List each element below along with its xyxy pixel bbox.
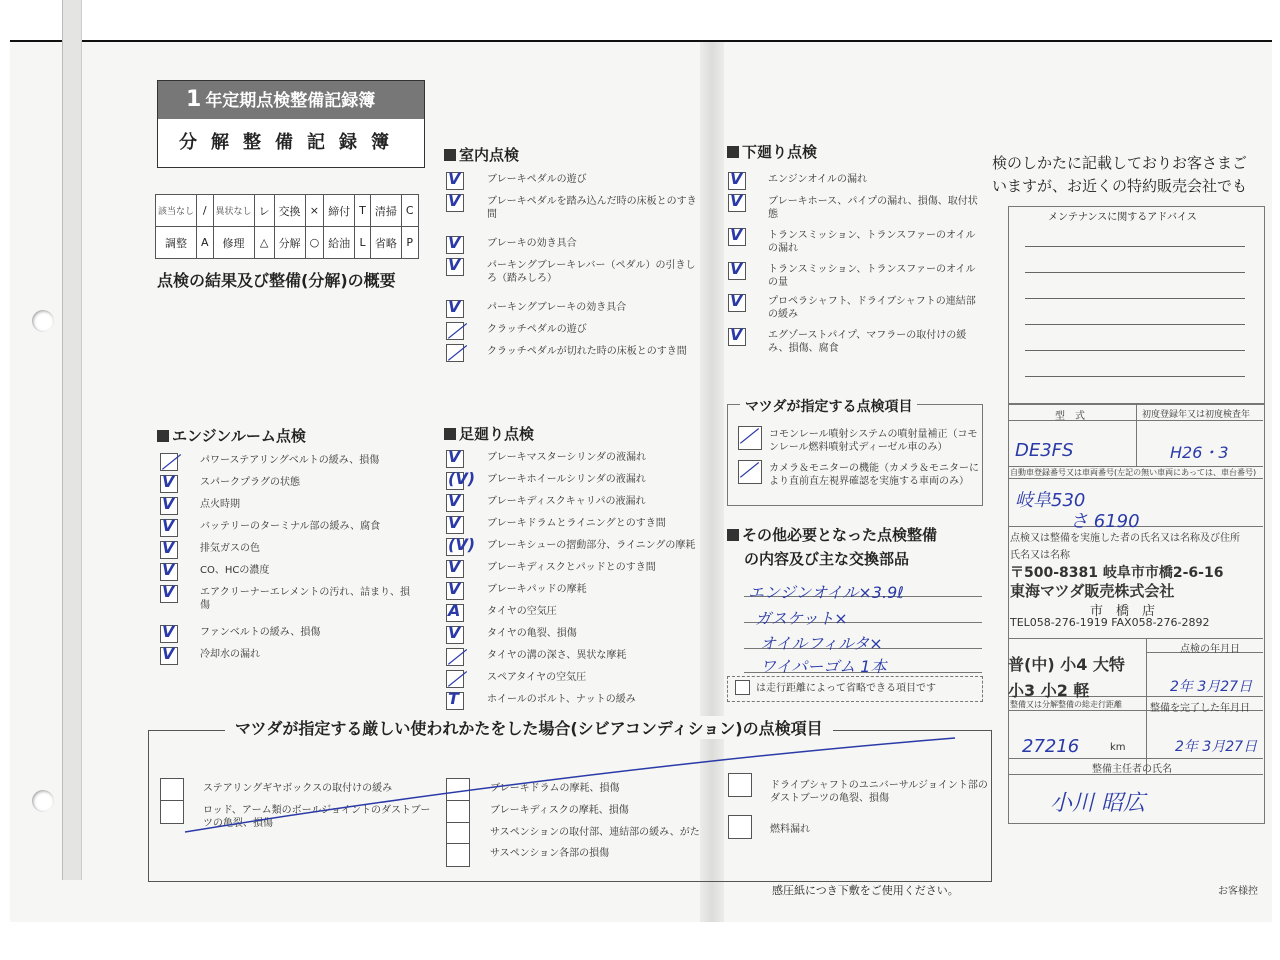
complete-label: 整備を完了した年月日 — [1150, 703, 1250, 714]
shop-company: 東海マツダ販売株式会社 — [1010, 582, 1175, 600]
date-label: 点検の年月日 — [1180, 644, 1240, 655]
check-mark: V — [448, 233, 461, 252]
check-mark: V — [448, 255, 461, 274]
check-mark: V — [448, 447, 461, 466]
check-mark: V — [448, 297, 461, 316]
check-mark: ／ — [448, 648, 465, 667]
title-number: 1 — [186, 87, 202, 112]
check-mark: V — [730, 291, 743, 310]
check-item: ブレーキペダルを踏み込んだ時の床板とのすき間 — [487, 196, 697, 220]
check-item: パワーステアリングベルトの緩み、損傷 — [200, 455, 380, 466]
check-item: エグゾーストパイプ、マフラーの取付けの緩み、損傷、腐食 — [768, 330, 967, 354]
check-item: タイヤの溝の深さ、異状な摩耗 — [487, 650, 627, 661]
check-mark: V — [448, 557, 461, 576]
severe-item: ブレーキドラムの摩耗、損傷 — [490, 783, 620, 794]
check-item: ブレーキパッドの摩耗 — [487, 584, 587, 595]
check-mark: V — [730, 259, 743, 278]
check-mark: V — [448, 513, 461, 532]
model-value: DE3FS — [1015, 440, 1074, 461]
shop-tel: TEL058-276-1919 FAX058-276-2892 — [1010, 616, 1210, 629]
legend-table: 該当なし / 異状なし レ 交換 × 締付 T 清掃 C 調整 A 修理 △ 分解 ○ 給油 L 省略 P — [155, 194, 419, 259]
severe-item: 燃料漏れ — [770, 824, 810, 835]
footer-note: 感圧紙につき下敷をご使用ください。 — [772, 884, 959, 897]
mazda-items-heading: マツダが指定する点検項目 — [740, 396, 917, 416]
checkbox[interactable] — [735, 680, 750, 695]
check-mark: V — [448, 623, 461, 642]
km-unit: km — [1110, 742, 1126, 753]
right-top-text: 検のしかたに記載しておりお客さまご — [992, 154, 1248, 172]
check-item: 点火時期 — [200, 499, 240, 510]
check-item: ブレーキディスクとパッドとのすき間 — [487, 562, 656, 573]
check-mark: V — [448, 169, 461, 188]
check-mark: ／ — [740, 461, 757, 480]
license-stamp: 普(中) 小4 大特 — [1008, 655, 1125, 674]
check-item: スペアタイヤの空気圧 — [487, 672, 587, 683]
underbody-heading: 下廻り点検 — [727, 141, 817, 162]
binder-hole — [32, 310, 54, 332]
mazda-items-box — [727, 404, 983, 506]
check-item: ホイールのボルト、ナットの緩み — [487, 694, 636, 705]
check-item: トランスミッション、トランスファーのオイルの漏れ — [768, 230, 976, 254]
check-mark: V — [162, 582, 175, 601]
severe-item: ブレーキディスクの摩耗、損傷 — [490, 805, 629, 816]
complete-value: 2年 3月27日 — [1175, 739, 1258, 755]
chassis-heading: 足廻り点検 — [444, 423, 534, 444]
severe-item: ロッド、アーム類のボールジョイントのダストブーツの亀裂、損傷 — [203, 805, 431, 829]
check-mark: ／ — [448, 344, 465, 363]
interior-heading: 室内点検 — [444, 144, 519, 165]
check-mark: A — [448, 601, 461, 620]
check-mark: V — [162, 644, 175, 663]
model-label: 型 式 — [1055, 411, 1085, 422]
check-item: 排気ガスの色 — [200, 543, 260, 554]
check-item: ブレーキホース、パイプの漏れ、損傷、取付状態 — [768, 196, 978, 220]
name-label: 氏名又は名称 — [1010, 550, 1070, 561]
other-heading-2: の内容及び主な交換部品 — [744, 550, 910, 568]
check-item: スパークプラグの状態 — [200, 477, 300, 488]
check-item: 冷却水の漏れ — [200, 649, 260, 660]
check-item: ブレーキドラムとライニングとのすき間 — [487, 518, 666, 529]
check-mark: (V) — [448, 535, 476, 554]
check-item: エアクリーナーエレメントの汚れ、詰まり、損傷 — [200, 587, 410, 611]
check-item: ブレーキの効き具合 — [487, 238, 577, 249]
engine-room-heading: エンジンルーム点検 — [157, 425, 306, 446]
check-mark: ／ — [448, 670, 465, 689]
odometer-value: 27216 — [1022, 736, 1080, 757]
check-mark: V — [162, 560, 175, 579]
check-item: バッテリーのターミナル部の緩み、腐食 — [200, 521, 381, 532]
check-mark: ／ — [162, 453, 179, 472]
check-mark: V — [162, 494, 175, 513]
check-mark: V — [162, 516, 175, 535]
plate-value: さ 6190 — [1070, 511, 1140, 532]
check-mark: V — [448, 191, 461, 210]
check-item: タイヤの空気圧 — [487, 606, 557, 617]
check-item: CO、HCの濃度 — [200, 565, 270, 576]
shop-label: 点検又は整備を実施した者の氏名又は名称及び住所 — [1010, 533, 1240, 544]
check-item: タイヤの亀裂、損傷 — [487, 628, 577, 639]
handwritten-part: ワイパーゴム 1本 — [760, 657, 887, 676]
binding-spine — [62, 0, 82, 880]
odometer-label: 整備又は分解整備の総走行距離 — [1010, 700, 1122, 709]
check-mark: V — [162, 472, 175, 491]
advice-box — [1008, 206, 1265, 404]
note-text: は走行距離によって省略できる項目です — [756, 683, 936, 694]
check-item: ブレーキホイールシリンダの液漏れ — [487, 474, 646, 485]
check-item: トランスミッション、トランスファーのオイルの量 — [768, 264, 976, 288]
mazda-item: コモンレール噴射システムの噴射量補正（コモンレール燃料噴射式ディーゼル車のみ） — [769, 429, 978, 453]
check-mark: T — [448, 689, 459, 708]
plate-label: 自動車登録番号又は車両番号(左記の無い車両にあっては、車台番号) — [1010, 468, 1257, 477]
check-mark: V — [730, 225, 743, 244]
title-sub: 分解整備記録簿 — [179, 132, 403, 153]
chief-signature: 小川 昭広 — [1050, 791, 1145, 816]
check-item: ブレーキマスターシリンダの液漏れ — [487, 452, 646, 463]
handwritten-part: エンジンオイル×3.9ℓ — [748, 583, 904, 602]
shop-branch: 市 橋 店 — [1090, 604, 1156, 619]
customer-copy: お客様控 — [1218, 886, 1258, 897]
plate-value: 岐阜530 — [1015, 490, 1086, 511]
check-item: ブレーキペダルの遊び — [487, 174, 587, 185]
check-mark: ／ — [740, 427, 757, 446]
binder-hole — [32, 790, 54, 812]
severe-item: ドライブシャフトのユニバーサルジョイント部のダストブーツの亀裂、損傷 — [770, 780, 988, 804]
license-stamp: 小3 小2 軽 — [1008, 681, 1090, 700]
other-heading: その他必要となった点検整備 — [727, 524, 937, 545]
check-mark: V — [448, 579, 461, 598]
check-item: パーキングブレーキの効き具合 — [487, 302, 627, 313]
check-item: エンジンオイルの漏れ — [768, 174, 867, 185]
severe-item: ステアリングギヤボックスの取付けの緩み — [203, 783, 393, 794]
check-mark: V — [448, 491, 461, 510]
title-main: 年定期点検整備記録簿 — [205, 91, 376, 111]
strike-line — [180, 730, 960, 840]
check-mark: V — [730, 169, 743, 188]
handwritten-part: ガスケット× — [755, 609, 848, 628]
check-item: パーキングブレーキレバー（ペダル）の引きしろ（踏みしろ） — [487, 260, 696, 284]
check-mark: V — [730, 325, 743, 344]
check-mark: (V) — [448, 469, 476, 488]
check-item: ブレーキシューの摺動部分、ライニングの摩耗 — [487, 540, 696, 551]
right-top-text: いますが、お近くの特約販売会社でも — [992, 177, 1248, 195]
check-mark: V — [730, 191, 743, 210]
title-box — [157, 80, 425, 168]
check-item: ファンベルトの緩み、損傷 — [200, 627, 321, 638]
advice-heading: メンテナンスに関するアドバイス — [1048, 212, 1197, 223]
chief-label: 整備主任者の氏名 — [1092, 764, 1172, 775]
shop-address: 〒500-8381 岐阜市市橋2-6-16 — [1010, 565, 1224, 581]
check-item: クラッチペダルの遊び — [487, 324, 587, 335]
registration-value: H26・3 — [1170, 443, 1229, 462]
severe-heading: マツダが指定する厳しい使われかたをした場合(シビアコンディション)の点検項目 — [225, 716, 833, 739]
severe-item: サスペンションの取付部、連結部の緩み、がた — [490, 827, 700, 838]
check-item: プロペラシャフト、ドライブシャフトの連結部の緩み — [768, 296, 976, 320]
check-item: クラッチペダルが切れた時の床板とのすき間 — [487, 346, 687, 357]
checkbox[interactable] — [446, 843, 470, 867]
check-mark: V — [162, 622, 175, 641]
date-value: 2年 3月27日 — [1170, 679, 1253, 695]
handwritten-part: オイルフィルタ× — [760, 634, 883, 653]
severe-item: サスペンション各部の損傷 — [490, 848, 610, 859]
mazda-item: カメラ＆モニターの機能（カメラ＆モニターにより直前直左視界確認を実施する車両のみ） — [769, 463, 979, 487]
check-mark: V — [162, 538, 175, 557]
check-mark: ／ — [448, 322, 465, 341]
registration-label: 初度登録年又は初度検査年 — [1142, 410, 1251, 420]
summary-heading: 点検の結果及び整備(分解)の概要 — [157, 271, 396, 290]
check-item: ブレーキディスクキャリパの液漏れ — [487, 496, 646, 507]
